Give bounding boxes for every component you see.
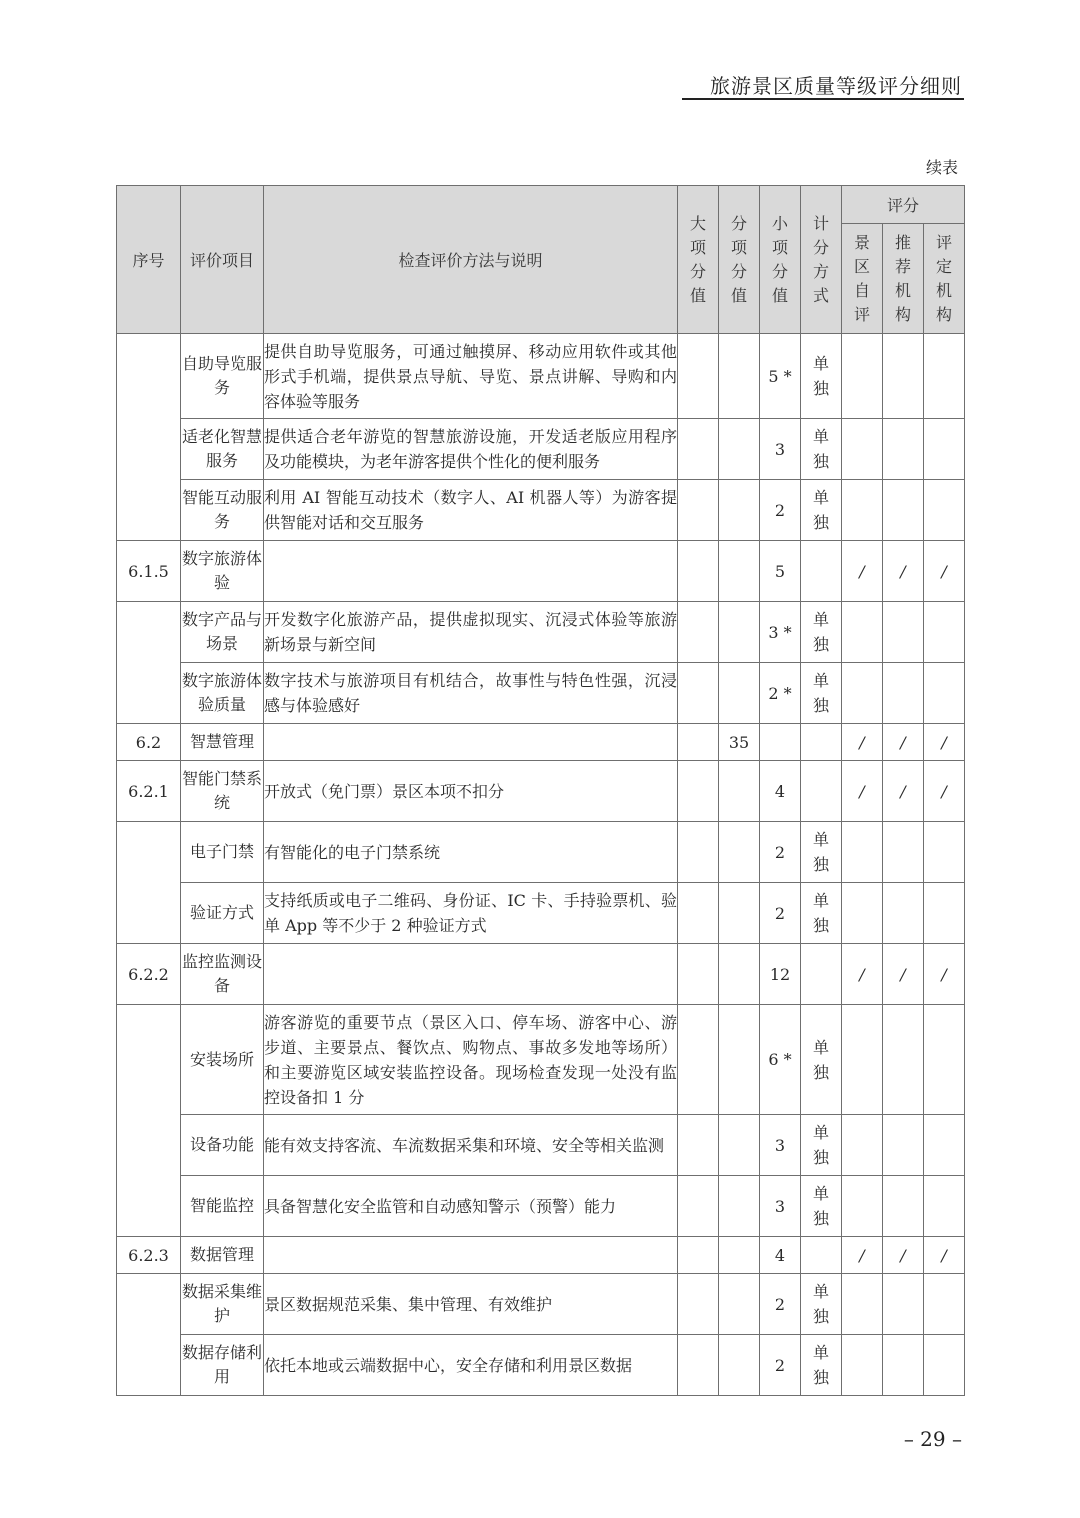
running-header-title: 旅游景区质量等级评分细则 (710, 74, 962, 98)
minor-cell: 3 (760, 419, 801, 480)
self-cell (842, 334, 883, 419)
header-minor-score: 小项分值 (760, 186, 801, 334)
eval-cell: / (924, 761, 965, 822)
scoring-table (116, 185, 965, 1396)
sub-cell (719, 1274, 760, 1335)
minor-cell: 3 * (760, 602, 801, 663)
rec-cell (883, 883, 924, 944)
minor-cell: 2 (760, 1335, 801, 1396)
table-row (117, 883, 965, 944)
eval-cell (924, 419, 965, 480)
eval-cell (924, 1335, 965, 1396)
table-row (117, 1237, 965, 1274)
table-row (117, 822, 965, 883)
rec-cell (883, 1176, 924, 1237)
major-cell (678, 541, 719, 602)
eval-cell (924, 1005, 965, 1115)
page-number: – 29 – (903, 1427, 962, 1451)
item-cell: 适老化智慧服务 (181, 419, 264, 480)
mode-cell: 单独 (801, 1274, 842, 1335)
mode-cell (801, 761, 842, 822)
sub-cell (719, 1335, 760, 1396)
mode-cell: 单独 (801, 663, 842, 724)
minor-cell: 4 (760, 1237, 801, 1274)
minor-cell: 2 * (760, 663, 801, 724)
rec-cell: / (883, 1237, 924, 1274)
mode-cell: 单独 (801, 1335, 842, 1396)
eval-cell (924, 1115, 965, 1176)
sub-cell (719, 480, 760, 541)
table-row (117, 944, 965, 1005)
desc-cell: 有智能化的电子门禁系统 (264, 822, 678, 883)
rec-cell (883, 1005, 924, 1115)
sub-cell (719, 1005, 760, 1115)
sub-cell: 35 (719, 724, 760, 761)
major-cell (678, 724, 719, 761)
eval-cell (924, 1274, 965, 1335)
mode-cell (801, 944, 842, 1005)
item-cell: 数字旅游体验 (181, 541, 264, 602)
item-cell: 数字旅游体验质量 (181, 663, 264, 724)
desc-cell: 开放式（免门票）景区本项不扣分 (264, 761, 678, 822)
desc-cell: 提供自助导览服务，可通过触摸屏、移动应用软件或其他形式手机端，提供景点导航、导览、景点讲解、导购和内容体验等服务 (264, 334, 678, 419)
desc-cell: 数字技术与旅游项目有机结合，故事性与特色性强，沉浸感与体验感好 (264, 663, 678, 724)
desc-cell: 提供适合老年游览的智慧旅游设施，开发适老版应用程序及功能模块，为老年游客提供个性化的便利服务 (264, 419, 678, 480)
table-row (117, 761, 965, 822)
item-cell: 验证方式 (181, 883, 264, 944)
minor-cell: 2 (760, 480, 801, 541)
major-cell (678, 822, 719, 883)
minor-cell (760, 724, 801, 761)
desc-cell: 开发数字化旅游产品，提供虚拟现实、沉浸式体验等旅游新场景与新空间 (264, 602, 678, 663)
header-self-eval: 景区自评 (842, 224, 883, 334)
self-cell (842, 1335, 883, 1396)
item-cell: 智能监控 (181, 1176, 264, 1237)
rec-cell (883, 1274, 924, 1335)
rec-cell (883, 1335, 924, 1396)
eval-cell: / (924, 724, 965, 761)
major-cell (678, 419, 719, 480)
desc-cell: 游客游览的重要节点（景区入口、停车场、游客中心、游步道、主要景点、餐饮点、购物点、事故多发地等场所）和主要游览区域安装监控设备。现场检查发现一处没有监控设备扣 1 分 (264, 1005, 678, 1115)
minor-cell: 5 (760, 541, 801, 602)
self-cell (842, 1176, 883, 1237)
sub-cell (719, 419, 760, 480)
sub-cell (719, 1115, 760, 1176)
mode-cell (801, 1237, 842, 1274)
header-assess-org: 评定机构 (924, 224, 965, 334)
mode-cell: 单独 (801, 602, 842, 663)
mode-cell: 单独 (801, 883, 842, 944)
header-scoring-mode: 计分方式 (801, 186, 842, 334)
item-cell: 智能门禁系统 (181, 761, 264, 822)
desc-cell: 具备智慧化安全监管和自动感知警示（预警）能力 (264, 1176, 678, 1237)
minor-cell: 2 (760, 1274, 801, 1335)
desc-cell (264, 944, 678, 1005)
desc-cell: 能有效支持客流、车流数据采集和环境、安全等相关监测 (264, 1115, 678, 1176)
rec-cell (883, 334, 924, 419)
eval-cell (924, 1176, 965, 1237)
table-row (117, 724, 965, 761)
self-cell: / (842, 761, 883, 822)
desc-cell: 支持纸质或电子二维码、身份证、IC 卡、手持验票机、验单 App 等不少于 2 种验证方式 (264, 883, 678, 944)
major-cell (678, 602, 719, 663)
minor-cell: 2 (760, 883, 801, 944)
table-row (117, 1176, 965, 1237)
header-score-group: 评分 (842, 186, 965, 224)
table-row (117, 1115, 965, 1176)
major-cell (678, 334, 719, 419)
major-cell (678, 1005, 719, 1115)
eval-cell (924, 334, 965, 419)
header-seq: 序号 (117, 186, 181, 334)
sub-cell (719, 761, 760, 822)
desc-cell (264, 541, 678, 602)
table-row (117, 1274, 965, 1335)
self-cell (842, 1274, 883, 1335)
eval-cell: / (924, 1237, 965, 1274)
self-cell: / (842, 724, 883, 761)
major-cell (678, 944, 719, 1005)
item-cell: 设备功能 (181, 1115, 264, 1176)
sub-cell (719, 1176, 760, 1237)
table-row (117, 1335, 965, 1396)
rec-cell (883, 663, 924, 724)
header-item: 评价项目 (181, 186, 264, 334)
eval-cell: / (924, 541, 965, 602)
sub-cell (719, 822, 760, 883)
continued-label: 续表 (925, 158, 958, 177)
self-cell: / (842, 1237, 883, 1274)
self-cell (842, 883, 883, 944)
eval-cell: / (924, 944, 965, 1005)
desc-cell: 依托本地或云端数据中心，安全存储和利用景区数据 (264, 1335, 678, 1396)
mode-cell: 单独 (801, 1115, 842, 1176)
sub-cell (719, 883, 760, 944)
self-cell (842, 663, 883, 724)
major-cell (678, 883, 719, 944)
table-row (117, 541, 965, 602)
minor-cell: 5 * (760, 334, 801, 419)
sub-cell (719, 602, 760, 663)
rec-cell (883, 480, 924, 541)
item-cell: 数据采集维护 (181, 1274, 264, 1335)
rec-cell: / (883, 944, 924, 1005)
self-cell (842, 822, 883, 883)
header-sub-score: 分项分值 (719, 186, 760, 334)
rec-cell (883, 1115, 924, 1176)
table-row (117, 1005, 965, 1115)
minor-cell: 3 (760, 1115, 801, 1176)
header-underline (682, 98, 964, 100)
desc-cell (264, 1237, 678, 1274)
item-cell: 智慧管理 (181, 724, 264, 761)
sub-cell (719, 541, 760, 602)
header-recommend-org: 推荐机构 (883, 224, 924, 334)
major-cell (678, 663, 719, 724)
sub-cell (719, 1237, 760, 1274)
table-row (117, 419, 965, 480)
header-major-score: 大项分值 (678, 186, 719, 334)
major-cell (678, 1176, 719, 1237)
mode-cell: 单独 (801, 419, 842, 480)
desc-cell: 景区数据规范采集、集中管理、有效维护 (264, 1274, 678, 1335)
seq-cell (117, 334, 181, 541)
major-cell (678, 1274, 719, 1335)
item-cell: 数字产品与场景 (181, 602, 264, 663)
table-row (117, 334, 965, 419)
seq-cell (117, 822, 181, 944)
desc-cell: 利用 AI 智能互动技术（数字人、AI 机器人等）为游客提供智能对话和交互服务 (264, 480, 678, 541)
rec-cell: / (883, 724, 924, 761)
mode-cell: 单独 (801, 334, 842, 419)
eval-cell (924, 480, 965, 541)
self-cell (842, 480, 883, 541)
sub-cell (719, 944, 760, 1005)
self-cell: / (842, 944, 883, 1005)
mode-cell: 单独 (801, 480, 842, 541)
self-cell: / (842, 541, 883, 602)
minor-cell: 12 (760, 944, 801, 1005)
mode-cell (801, 724, 842, 761)
seq-cell: 6.2.2 (117, 944, 181, 1005)
minor-cell: 3 (760, 1176, 801, 1237)
item-cell: 电子门禁 (181, 822, 264, 883)
rec-cell (883, 602, 924, 663)
rec-cell: / (883, 761, 924, 822)
mode-cell: 单独 (801, 1176, 842, 1237)
sub-cell (719, 334, 760, 419)
item-cell: 数据管理 (181, 1237, 264, 1274)
seq-cell (117, 602, 181, 724)
seq-cell: 6.2.1 (117, 761, 181, 822)
header-desc: 检查评价方法与说明 (264, 186, 678, 334)
minor-cell: 2 (760, 822, 801, 883)
major-cell (678, 1237, 719, 1274)
sub-cell (719, 663, 760, 724)
self-cell (842, 1005, 883, 1115)
seq-cell (117, 1005, 181, 1237)
major-cell (678, 480, 719, 541)
minor-cell: 6 * (760, 1005, 801, 1115)
rec-cell (883, 419, 924, 480)
self-cell (842, 419, 883, 480)
item-cell: 监控监测设备 (181, 944, 264, 1005)
seq-cell: 6.2 (117, 724, 181, 761)
table-row (117, 663, 965, 724)
seq-cell (117, 1274, 181, 1396)
eval-cell (924, 663, 965, 724)
item-cell: 安装场所 (181, 1005, 264, 1115)
eval-cell (924, 602, 965, 663)
mode-cell: 单独 (801, 1005, 842, 1115)
desc-cell (264, 724, 678, 761)
major-cell (678, 1115, 719, 1176)
item-cell: 智能互动服务 (181, 480, 264, 541)
rec-cell: / (883, 541, 924, 602)
major-cell (678, 1335, 719, 1396)
minor-cell: 4 (760, 761, 801, 822)
item-cell: 数据存储利用 (181, 1335, 264, 1396)
mode-cell (801, 541, 842, 602)
item-cell: 自助导览服务 (181, 334, 264, 419)
eval-cell (924, 822, 965, 883)
seq-cell: 6.1.5 (117, 541, 181, 602)
mode-cell: 单独 (801, 822, 842, 883)
eval-cell (924, 883, 965, 944)
self-cell (842, 602, 883, 663)
rec-cell (883, 822, 924, 883)
table-row (117, 602, 965, 663)
self-cell (842, 1115, 883, 1176)
table-row (117, 480, 965, 541)
major-cell (678, 761, 719, 822)
seq-cell: 6.2.3 (117, 1237, 181, 1274)
